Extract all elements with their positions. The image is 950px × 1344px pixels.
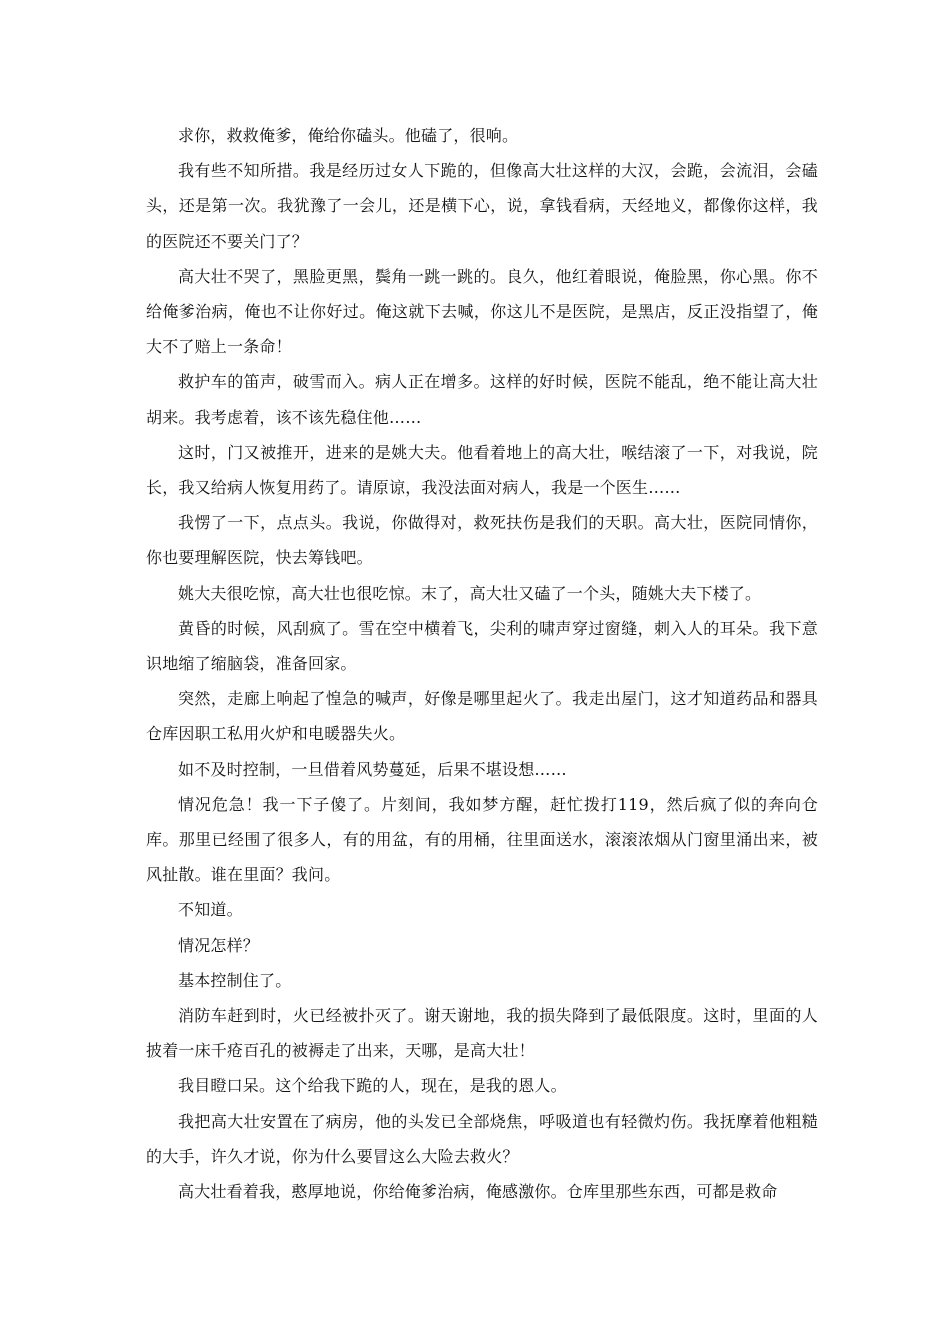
document-body	[146, 118, 818, 1209]
paragraph: 如不及时控制，一旦借着风势蔓延，后果不堪设想……	[178, 759, 567, 779]
paragraph: 救护车的笛声，破雪而入。病人正在增多。这样的好时候，医院不能乱，绝不能让高大壮胡来。我考虑着，该不该先稳住他……	[146, 372, 818, 427]
paragraph: 高大壮看着我，憨厚地说，你给俺爹治病，俺感激你。仓库里那些东西，可都是救命	[178, 1182, 778, 1202]
paragraph: 黄昏的时候，风刮疯了。雪在空中横着飞，尖利的啸声穿过窗缝，刺入人的耳朵。我下意识地缩了缩脑袋，准备回家。	[146, 618, 818, 674]
paragraph: 我愣了一下，点点头。我说，你做得对，救死扶伤是我们的天职。高大壮，医院同情你，你也要理解医院，快去筹钱吧。	[146, 513, 818, 568]
paragraph: 不知道。	[178, 900, 243, 920]
paragraph: 突然，走廊上响起了惶急的喊声，好像是哪里起火了。我走出屋门，这才知道药品和器具仓库因职工私用火炉和电暖器失火。	[146, 689, 818, 744]
paragraph: 姚大夫很吃惊，高大壮也很吃惊。末了，高大壮又磕了一个头，随姚大夫下楼了。	[178, 583, 762, 603]
paragraph: 基本控制住了。	[178, 970, 292, 990]
paragraph: 我有些不知所措。我是经历过女人下跪的，但像高大壮这样的大汉，会跪，会流泪，会磕头，还是第一次。我犹豫了一会儿，还是横下心，说，拿钱看病，天经地义，都像你这样，我的医院还不要关门了？	[146, 161, 818, 251]
paragraph: 情况危急！我一下子傻了。片刻间，我如梦方醒，赶忙拨打119，然后疯了似的奔向仓库。那里已经围了很多人，有的用盆，有的用桶，往里面送水，滚滚浓烟从门窗里涌出来，被风扯散。谁在里面？我问。	[146, 794, 818, 885]
paragraph: 这时，门又被推开，进来的是姚大夫。他看着地上的高大壮，喉结滚了一下，对我说，院长，我又给病人恢复用药了。请原谅，我没法面对病人，我是一个医生……	[146, 442, 818, 498]
paragraph: 高大壮不哭了，黑脸更黑，鬓角一跳一跳的。良久，他红着眼说，俺脸黑，你心黑。你不给俺爹治病，俺也不让你好过。俺这就下去喊，你这儿不是医院，是黑店，反正没指望了，俺大不了赔上一条命！	[146, 266, 818, 357]
paragraph: 消防车赶到时，火已经被扑灭了。谢天谢地，我的损失降到了最低限度。这时，里面的人披着一床千疮百孔的被褥走了出来，天哪，是高大壮！	[146, 1006, 818, 1061]
paragraph: 我把高大壮安置在了病房，他的头发已全部烧焦，呼吸道也有轻微灼伤。我抚摩着他粗糙的大手，许久才说，你为什么要冒这么大险去救火？	[146, 1111, 818, 1166]
paragraph: 求你，救救俺爹，俺给你磕头。他磕了，很响。	[178, 126, 519, 145]
paragraph: 情况怎样？	[178, 935, 260, 955]
paragraph: 我目瞪口呆。这个给我下跪的人，现在，是我的恩人。	[178, 1076, 567, 1096]
